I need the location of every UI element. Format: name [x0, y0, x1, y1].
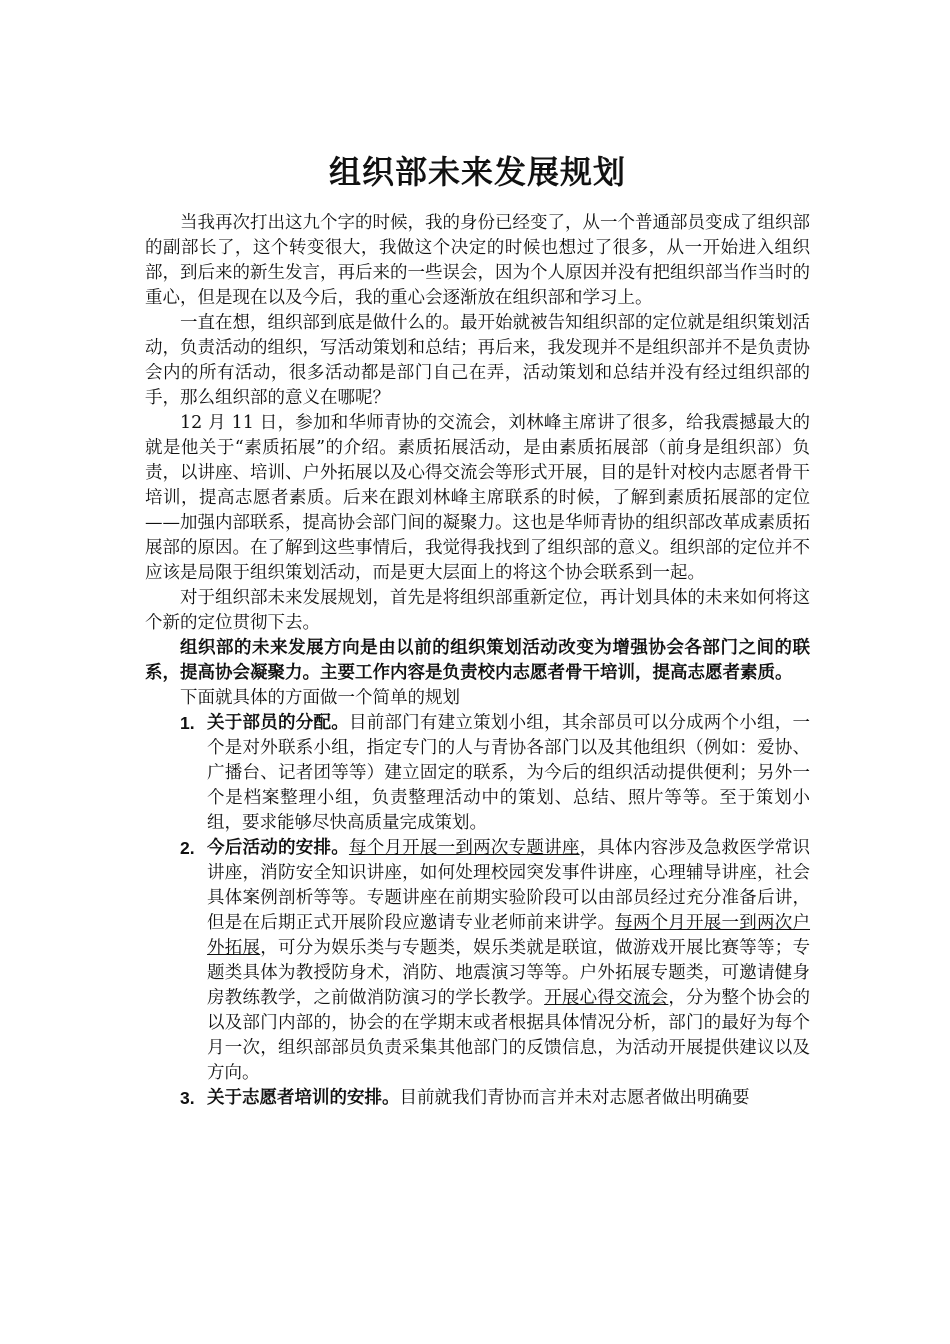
bold-paragraph: 组织部的未来发展方向是由以前的组织策划活动改变为增强协会各部门之间的联系，提高协会凝聚力。主要工作内容是负责校内志愿者骨干培训，提高志愿者素质。 — [145, 638, 810, 683]
list-number: 2. — [180, 838, 195, 858]
paragraph-1: 当我再次打出这九个字的时候，我的身份已经变了，从一个普通部员变成了组织部的副部长了，这个转变很大，我做这个决定的时候也想过了很多，从一开始进入组织部，到后来的新生发言，再后来的一些误会，因为个人原因并没有把组织部当作当时的重心，但是现在以及今后，我的重心会逐渐放在组织部和学习上。 — [145, 213, 810, 308]
list-item-text: ，可分为娱乐类与专题类，娱乐类就是联谊，做游戏开展比赛等等；专题类具体为教授防身术，消防、地震演习等等。户外拓展专题类，可邀请健身房教练教学，之前做消防演习的学长教学。 — [207, 938, 811, 1008]
underlined-phrase: 每个月开展一到两次专题讲座 — [348, 838, 580, 858]
list-item — [145, 711, 810, 836]
list-item-lead: 今后活动的安排。 — [207, 838, 349, 858]
list-item-lead: 关于志愿者培训的安排。 — [207, 1088, 400, 1108]
list-item-text: 目前部门有建立策划小组，其余部员可以分成两个小组，一个是对外联系小组，指定专门的人与青协各部门以及其他组织（例如：爱协、广播台、记者团等等）建立固定的联系，为今后的组织活动提供便利；另外一个是档案整理小组，负责整理活动中的策划、总结、照片等等。至于策划小组，要求能够尽快高质量完成策划。 — [207, 713, 811, 833]
underlined-phrase: 每两个月开展一到两次户外拓展 — [207, 913, 811, 958]
plan-list — [145, 711, 810, 1111]
paragraph-3: 12 月 11 日，参加和华师青协的交流会，刘林峰主席讲了很多，给我震撼最大的就是他关于“素质拓展”的介绍。素质拓展活动，是由素质拓展部（前身是组织部）负责，以讲座、培训、户外拓展以及心得交流会等形式开展，目的是针对校内志愿者骨干培训，提高志愿者素质。后来在跟刘林峰主席联系的时候，了解到素质拓展部的定位——加强内部联系，提高协会部门间的凝聚力。这也是华师青协的组织部改革成素质拓展部的原因。在了解到这些事情后，我觉得我找到了组织部的意义。组织部的定位并不应该是局限于组织策划活动，而是更大层面上的将这个协会联系到一起。 — [145, 413, 810, 583]
list-item-lead: 关于部员的分配。 — [207, 713, 349, 733]
list-item-text: ，具体内容涉及急救医学常识讲座，消防安全知识讲座，如何处理校园突发事件讲座，心理辅导讲座，社会具体案例剖析等等。专题讲座在前期实验阶段可以由部员经过充分准备后讲，但是在后期正式开展阶段应邀请专业老师前来讲学。 — [207, 838, 811, 933]
list-item-text: ，分为整个协会的以及部门内部的，协会的在学期末或者根据具体情况分析，部门的最好为每个月一次，组织部部员负责采集其他部门的反馈信息，为活动开展提供建议以及方向。 — [207, 988, 811, 1083]
list-item-text: 目前就我们青协而言并未对志愿者做出明确要 — [399, 1088, 750, 1108]
intro-line: 下面就具体的方面做一个简单的规划 — [180, 688, 460, 708]
list-number: 1. — [180, 713, 195, 733]
list-item — [145, 1086, 810, 1111]
paragraph-2: 一直在想，组织部到底是做什么的。最开始就被告知组织部的定位就是组织策划活动，负责活动的组织，写活动策划和总结；再后来，我发现并不是组织部并不是负责协会内的所有活动，很多活动都是部门自己在弄，活动策划和总结并没有经过组织部的手，那么组织部的意义在哪呢？ — [145, 313, 810, 408]
document-page — [145, 150, 810, 1111]
document-title: 组织部未来发展规划 — [328, 153, 626, 191]
underlined-phrase: 开展心得交流会 — [544, 988, 669, 1008]
list-item — [145, 836, 810, 1086]
list-number: 3. — [180, 1088, 195, 1108]
paragraph-4: 对于组织部未来发展规划，首先是将组织部重新定位，再计划具体的未来如何将这个新的定位贯彻下去。 — [145, 588, 810, 633]
